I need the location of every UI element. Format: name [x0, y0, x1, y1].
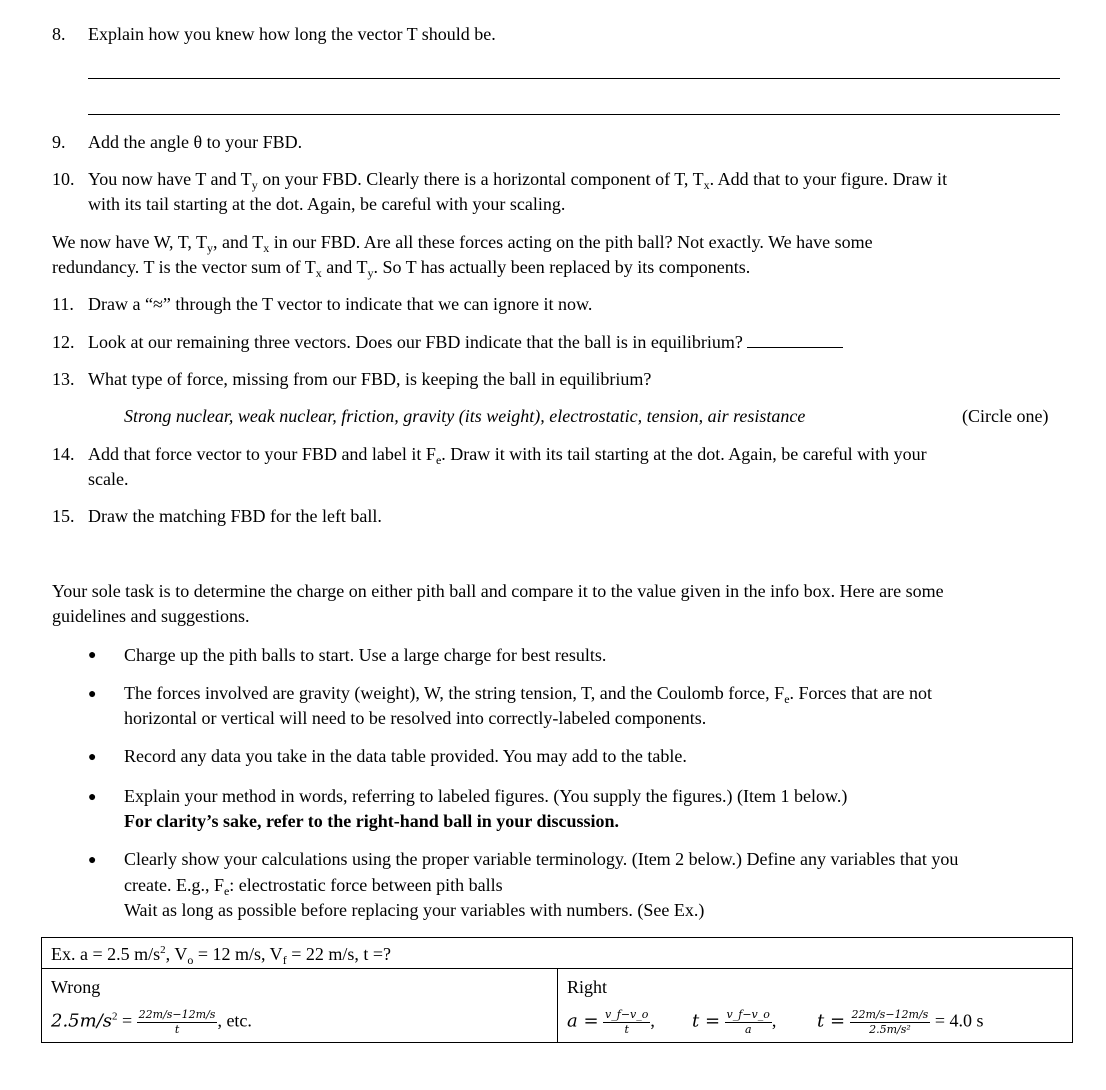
bullet-5-line-1: Clearly show your calculations using the proper variable terminology. (Item 2 below.) Define any variables that you [124, 849, 959, 869]
q13-number: 13. [52, 369, 75, 389]
example-right-label: Right [567, 977, 608, 997]
q13-options[interactable]: Strong nuclear, weak nuclear, friction, gravity (its weight), electrostatic, tension, air resistance [124, 406, 806, 426]
q10-number: 10. [52, 169, 75, 189]
q13-circle-instruction: (Circle one) [962, 406, 1049, 426]
bullet-3-text: Record any data you take in the data table provided. You may add to the table. [124, 746, 687, 766]
bullet-5-line-2: create. E.g., $F_e$: electrostatic force between pith balls [124, 875, 503, 898]
example-wrong-equation: $2.5m/s^2$ = $\frac{22m/s-12m/s}{t}$ , etc. [51, 1008, 252, 1036]
q12-answer-blank[interactable] [747, 331, 843, 348]
q10-line-2: with its tail starting at the dot. Again, be careful with your scaling. [88, 194, 566, 214]
example-right-eq-t: t = $\frac{v\_f-v\_o}{a}$ , [692, 1008, 777, 1036]
answer-line-1[interactable] [88, 78, 1060, 79]
example-header: Ex. a = 2.5 $m/s^2$, $V_o = 12$ m/s, $V_f = 22$ m/s, t =? [51, 944, 391, 967]
task-line-2: guidelines and suggestions. [52, 606, 250, 626]
q12-number: 12. [52, 332, 75, 352]
answer-line-2[interactable] [88, 114, 1060, 115]
q13-text: What type of force, missing from our FBD, is keeping the ball in equilibrium? [88, 369, 652, 389]
q12-text: Look at our remaining three vectors. Does our FBD indicate that the ball is in equilibrium? [88, 331, 843, 353]
bullet-2-line-2: horizontal or vertical will need to be resolved into correctly-labeled components. [124, 708, 707, 728]
q11-text: Draw a “≈” through the T vector to indicate that we can ignore it now. [88, 294, 593, 314]
para1-line-2: redundancy. T is the vector sum of $T_x$ and $T_y$. So T has actually been replaced by its components. [52, 257, 751, 280]
task-line-1: Your sole task is to determine the charge on either pith ball and compare it to the value given in the info box. Here are some [52, 581, 944, 601]
para1-line-1: We now have W, T, $T_y$, and $T_x$ in our FBD. Are all these forces acting on the pith ball? Not exactly. We have some [52, 232, 873, 255]
bullet-1-text: Charge up the pith balls to start. Use a large charge for best results. [124, 645, 607, 665]
bullet-2-line-1: The forces involved are gravity (weight), W, the string tension, T, and the Coulomb force, $F_e$. Forces that are not [124, 683, 932, 706]
q8-number: 8. [52, 24, 66, 44]
bullet-3-icon: ● [88, 750, 97, 765]
q10-line-1: You now have T and $T_y$ on your FBD. Clearly there is a horizontal component of T, $T_x$. Add that to your figure. Draw it [88, 169, 948, 192]
bullet-2-icon: ● [88, 687, 97, 702]
example-divider-vertical [557, 968, 558, 1042]
q15-number: 15. [52, 506, 75, 526]
q14-number: 14. [52, 444, 75, 464]
q9-number: 9. [52, 132, 66, 152]
bullet-4-line-2: For clarity’s sake, refer to the right-hand ball in your discussion. [124, 811, 620, 831]
example-right-eq-result: t = $\frac{22m/s-12m/s}{\text{2.5m/s²}}$ = 4.0 s [817, 1008, 984, 1036]
bullet-5-icon: ● [88, 853, 97, 868]
bullet-5-line-3: Wait as long as possible before replacing your variables with numbers. (See Ex.) [124, 900, 705, 920]
bullet-4-icon: ● [88, 790, 97, 805]
q8-text: Explain how you knew how long the vector T should be. [88, 24, 496, 44]
q14-line-2: scale. [88, 469, 129, 489]
q11-number: 11. [52, 294, 74, 314]
q9-text: Add the angle θ to your FBD. [88, 132, 303, 152]
example-right-eq-a: a = $\frac{v\_f-v\_o}{t}$ , [567, 1008, 655, 1036]
example-wrong-label: Wrong [51, 977, 101, 997]
example-table [41, 937, 1073, 1043]
bullet-1-icon: ● [88, 648, 97, 663]
q15-text: Draw the matching FBD for the left ball. [88, 506, 382, 526]
bullet-4-line-1: Explain your method in words, referring to labeled figures. (You supply the figures.) (Item 1 below.) [124, 786, 848, 806]
q14-line-1: Add that force vector to your FBD and label it $F_e$. Draw it with its tail starting at the dot. Again, be careful with your [88, 444, 927, 467]
